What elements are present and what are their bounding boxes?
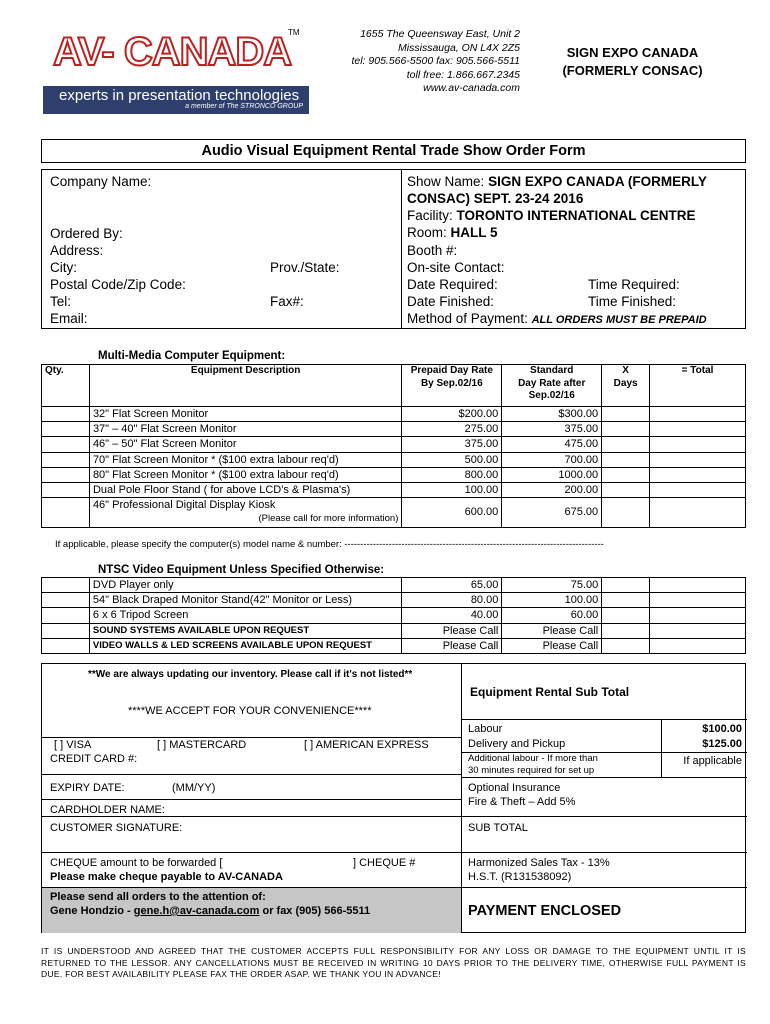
ordered-by-field[interactable]: Ordered By: <box>50 226 123 241</box>
item-description: 32" Flat Screen Monitor <box>89 407 401 422</box>
days-cell[interactable] <box>602 452 650 467</box>
expiry-field[interactable]: EXPIRY DATE: <box>50 782 125 794</box>
delivery-label: Delivery and Pickup <box>468 738 566 750</box>
logo-wordmark: AV- CANADA <box>53 30 292 74</box>
qty-cell[interactable] <box>42 578 90 593</box>
credit-card-field[interactable]: CREDIT CARD #: <box>50 753 138 765</box>
item-prepaid-rate: 375.00 <box>402 437 502 452</box>
ntsc-item-row <box>42 608 746 623</box>
item-description: 46" – 50" Flat Screen Monitor <box>89 437 401 452</box>
date-required-field[interactable]: Date Required: <box>407 277 498 292</box>
show-name-value-2: CONSAC) SEPT. 23-24 2016 <box>407 191 584 206</box>
mm-equipment-table <box>41 364 746 528</box>
item-standard-rate: 475.00 <box>502 437 602 452</box>
qty-cell[interactable] <box>42 437 90 452</box>
contact-line <box>50 905 370 917</box>
item-prepaid-rate: 100.00 <box>402 483 502 498</box>
qty-cell[interactable] <box>42 422 90 437</box>
total-cell[interactable] <box>650 437 746 452</box>
labour-label: Labour <box>468 723 503 735</box>
mm-item-row <box>42 483 746 498</box>
days-cell[interactable] <box>602 437 650 452</box>
tel-field[interactable]: Tel: <box>50 294 72 309</box>
item-prepaid-rate: 80.00 <box>402 593 502 608</box>
mm-item-row <box>42 437 746 452</box>
item-standard-rate: Please Call <box>502 638 602 653</box>
room-value: HALL 5 <box>450 225 498 240</box>
days-cell[interactable] <box>602 498 650 527</box>
total-cell[interactable] <box>650 467 746 482</box>
address-line: Mississauga, ON L4X 2Z5 <box>398 41 520 54</box>
signature-field[interactable]: CUSTOMER SIGNATURE: <box>50 822 183 834</box>
accept-note: ****WE ACCEPT FOR YOUR CONVENIENCE**** <box>128 705 372 717</box>
info-divider <box>401 170 402 328</box>
inventory-note: **We are always updating our inventory. Please call if it's not listed** <box>88 669 413 680</box>
logo-member-note: a member of The STRONCO GROUP <box>185 103 303 110</box>
item-standard-rate: 700.00 <box>502 452 602 467</box>
qty-cell[interactable] <box>42 623 90 638</box>
qty-cell[interactable] <box>42 452 90 467</box>
postal-field[interactable]: Postal Code/Zip Code: <box>50 277 186 292</box>
mm-item-row <box>42 422 746 437</box>
address-phone: tel: 905.566-5500 fax: 905.566-5511 <box>351 55 520 67</box>
fax-field[interactable]: Fax#: <box>270 294 304 309</box>
customer-info-box <box>41 169 746 329</box>
room-label: Room: <box>407 225 447 240</box>
show-name-row <box>407 173 707 190</box>
time-finished-field[interactable]: Time Finished: <box>588 294 677 309</box>
if-applicable: If applicable <box>683 755 742 767</box>
days-cell[interactable] <box>602 407 650 422</box>
qty-cell[interactable] <box>42 483 90 498</box>
ntsc-item-row <box>42 593 746 608</box>
company-address <box>330 28 520 96</box>
payment-method-row <box>407 310 707 329</box>
fire-theft-label: Fire & Theft – Add 5% <box>468 796 576 808</box>
mm-item-row <box>42 467 746 482</box>
total-cell[interactable] <box>650 483 746 498</box>
item-prepaid-rate: 40.00 <box>402 608 502 623</box>
qty-cell[interactable] <box>42 498 90 527</box>
onsite-contact-field[interactable]: On-site Contact: <box>407 260 505 275</box>
kiosk-prepaid: 600.00 <box>402 498 502 527</box>
item-prepaid-rate: 500.00 <box>402 452 502 467</box>
item-prepaid-rate: 275.00 <box>402 422 502 437</box>
time-required-field[interactable]: Time Required: <box>588 277 680 292</box>
mm-item-row <box>42 407 746 422</box>
contact-name: Gene Hondzio - <box>50 905 131 917</box>
hst-number: H.S.T. (R131538092) <box>468 871 572 883</box>
item-description: DVD Player only <box>89 578 402 593</box>
days-cell[interactable] <box>602 638 650 653</box>
mastercard-checkbox[interactable]: [ ] MASTERCARD <box>157 739 247 751</box>
contact-fax: or fax (905) 566-5511 <box>262 905 371 917</box>
col-total: = Total <box>650 365 746 407</box>
item-prepaid-rate: 65.00 <box>402 578 502 593</box>
col-prepaid: Prepaid Day Rate By Sep.02/16 <box>402 365 502 407</box>
logo-trademark: TM <box>288 28 300 37</box>
total-cell[interactable] <box>650 422 746 437</box>
days-cell[interactable] <box>602 608 650 623</box>
total-cell[interactable] <box>650 452 746 467</box>
address-website: www.av-canada.com <box>423 82 520 94</box>
facility-label: Facility: <box>407 208 453 223</box>
send-orders-note: Please send all orders to the attention of: <box>50 891 266 903</box>
kiosk-desc: 46" Professional Digital Display Kiosk <box>92 499 276 512</box>
item-description: 37" – 40" Flat Screen Monitor <box>89 422 401 437</box>
terms-footer: IT IS UNDERSTOOD AND AGREED THAT THE CUSTOMER ACCEPTS FULL RESPONSIBILITY FOR ANY LOSS OR DAMAGE TO THE EQUIPMENT UNTIL IT IS RETURNED TO THE LESSOR. ANY CANCELLATIONS MUST BE RECEIVED IN WRITING 10 DAYS PRIOR TO THE DELIVERY TIME, OTHERWISE FULL PAYMENT IS DUE. FOR BEST AVAILABILITY PLEASE FAX THE ORDER ASAP. WE THANK YOU IN ADVANCE! <box>41 946 746 979</box>
ntsc-section-title: NTSC Video Equipment Unless Specified Otherwise: <box>98 564 385 576</box>
total-cell[interactable] <box>650 593 746 608</box>
item-description: VIDEO WALLS & LED SCREENS AVAILABLE UPON REQUEST <box>89 638 402 653</box>
additional-labour-label-2: 30 minutes required for set up <box>468 765 595 776</box>
mm-item-row <box>42 452 746 467</box>
days-cell[interactable] <box>602 467 650 482</box>
company-logo <box>43 24 309 114</box>
show-heading <box>540 44 725 80</box>
item-description: 54" Black Draped Monitor Stand(42" Monitor or Less) <box>89 593 402 608</box>
item-standard-rate: Please Call <box>502 623 602 638</box>
date-finished-field[interactable]: Date Finished: <box>407 294 495 309</box>
total-cell[interactable] <box>650 623 746 638</box>
hst-label: Harmonized Sales Tax - 13% <box>468 857 610 869</box>
total-cell[interactable] <box>650 407 746 422</box>
days-cell[interactable] <box>602 483 650 498</box>
item-description: 6 x 6 Tripod Screen <box>89 608 402 623</box>
item-standard-rate: 60.00 <box>502 608 602 623</box>
additional-labour-label: Additional labour - If more than <box>468 753 598 764</box>
visa-checkbox[interactable]: [ ] VISA <box>54 739 92 751</box>
qty-cell[interactable] <box>42 608 90 623</box>
item-prepaid-rate: $200.00 <box>402 407 502 422</box>
logo-tagline: experts in presentation technologies <box>59 87 300 104</box>
payment-enclosed-label: PAYMENT ENCLOSED <box>468 903 622 919</box>
total-cell[interactable] <box>650 638 746 653</box>
item-standard-rate: 1000.00 <box>502 467 602 482</box>
col-days: X Days <box>602 365 650 407</box>
cheque-payable-note: Please make cheque payable to AV-CANADA <box>50 871 283 883</box>
item-prepaid-rate: Please Call <box>402 623 502 638</box>
amex-checkbox[interactable]: [ ] AMERICAN EXPRESS <box>304 739 429 751</box>
kiosk-note: (Please call for more information) <box>258 513 399 525</box>
cheque-amount-field[interactable]: CHEQUE amount to be forwarded [ <box>50 857 223 869</box>
total-cell[interactable] <box>650 498 746 527</box>
address-line: 1655 The Queensway East, Unit 2 <box>360 28 520 40</box>
subtotal-label: Equipment Rental Sub Total <box>470 685 630 699</box>
item-description: Dual Pole Floor Stand ( for above LCD's & Plasma's) <box>89 483 401 498</box>
prov-field[interactable]: Prov./State: <box>270 260 340 275</box>
qty-cell[interactable] <box>42 638 90 653</box>
item-standard-rate: 200.00 <box>502 483 602 498</box>
address-field[interactable]: Address: <box>50 243 104 258</box>
facility-value: TORONTO INTERNATIONAL CENTRE <box>456 208 696 223</box>
item-standard-rate: 100.00 <box>502 593 602 608</box>
payment-divider <box>461 664 462 932</box>
city-field[interactable]: City: <box>50 260 77 275</box>
labour-value: $100.00 <box>702 723 742 735</box>
sub-total-label: SUB TOTAL <box>468 822 528 834</box>
computer-model-note: If applicable, please specify the computer(s) model name & number: ---------------------------------------------------------------------------------- <box>55 539 604 550</box>
address-tollfree: toll free: 1.866.667.2345 <box>406 68 520 81</box>
insurance-label: Optional Insurance <box>468 782 561 794</box>
delivery-value: $125.00 <box>702 738 742 750</box>
item-description: 70" Flat Screen Monitor * ($100 extra labour req'd) <box>89 452 401 467</box>
ntsc-item-row <box>42 578 746 593</box>
days-cell[interactable] <box>602 578 650 593</box>
payment-method-value: ALL ORDERS MUST BE PREPAID <box>531 314 707 326</box>
form-title: Audio Visual Equipment Rental Trade Show Order Form <box>41 139 746 163</box>
col-description: Equipment Description <box>89 365 401 407</box>
days-cell[interactable] <box>602 623 650 638</box>
days-cell[interactable] <box>602 422 650 437</box>
qty-cell[interactable] <box>42 593 90 608</box>
kiosk-description <box>89 498 401 527</box>
mm-section-title: Multi-Media Computer Equipment: <box>98 350 286 362</box>
room-row <box>407 224 498 241</box>
mm-kiosk-row <box>42 498 746 527</box>
booth-field[interactable]: Booth #: <box>407 243 458 258</box>
item-description: SOUND SYSTEMS AVAILABLE UPON REQUEST <box>89 623 402 638</box>
show-heading-line: SIGN EXPO CANADA <box>566 45 699 60</box>
ntsc-equipment-table <box>41 577 746 654</box>
col-qty: Qty. <box>42 365 90 407</box>
item-description: 80" Flat Screen Monitor * ($100 extra labour req'd) <box>89 467 401 482</box>
show-name-label: Show Name: <box>407 174 485 189</box>
payment-totals-box <box>41 663 746 933</box>
show-heading-line: (FORMERLY CONSAC) <box>562 63 703 78</box>
contact-email-link[interactable]: gene.h@av-canada.com <box>133 905 260 917</box>
item-prepaid-rate: Please Call <box>402 638 502 653</box>
show-name-value: SIGN EXPO CANADA (FORMERLY <box>488 174 707 189</box>
ntsc-item-row <box>42 638 746 653</box>
mm-header-row <box>42 365 746 407</box>
item-prepaid-rate: 800.00 <box>402 467 502 482</box>
logo-tagline-bar <box>43 86 309 114</box>
item-standard-rate: 375.00 <box>502 422 602 437</box>
payment-method-label: Method of Payment: <box>407 311 528 326</box>
days-cell[interactable] <box>602 593 650 608</box>
cardholder-field[interactable]: CARDHOLDER NAME: <box>50 804 165 816</box>
qty-cell[interactable] <box>42 407 90 422</box>
facility-row <box>407 207 696 224</box>
logo-top <box>43 24 309 84</box>
total-cell[interactable] <box>650 608 746 623</box>
company-name-field[interactable]: Company Name: <box>50 174 152 189</box>
cheque-number-field[interactable]: ] CHEQUE # <box>353 857 416 869</box>
col-standard: Standard Day Rate after Sep.02/16 <box>502 365 602 407</box>
item-standard-rate: $300.00 <box>502 407 602 422</box>
qty-cell[interactable] <box>42 467 90 482</box>
item-standard-rate: 75.00 <box>502 578 602 593</box>
ntsc-item-row <box>42 623 746 638</box>
total-cell[interactable] <box>650 578 746 593</box>
kiosk-standard: 675.00 <box>502 498 602 527</box>
expiry-format: (MM/YY) <box>172 782 216 794</box>
email-field[interactable]: Email: <box>50 311 88 326</box>
